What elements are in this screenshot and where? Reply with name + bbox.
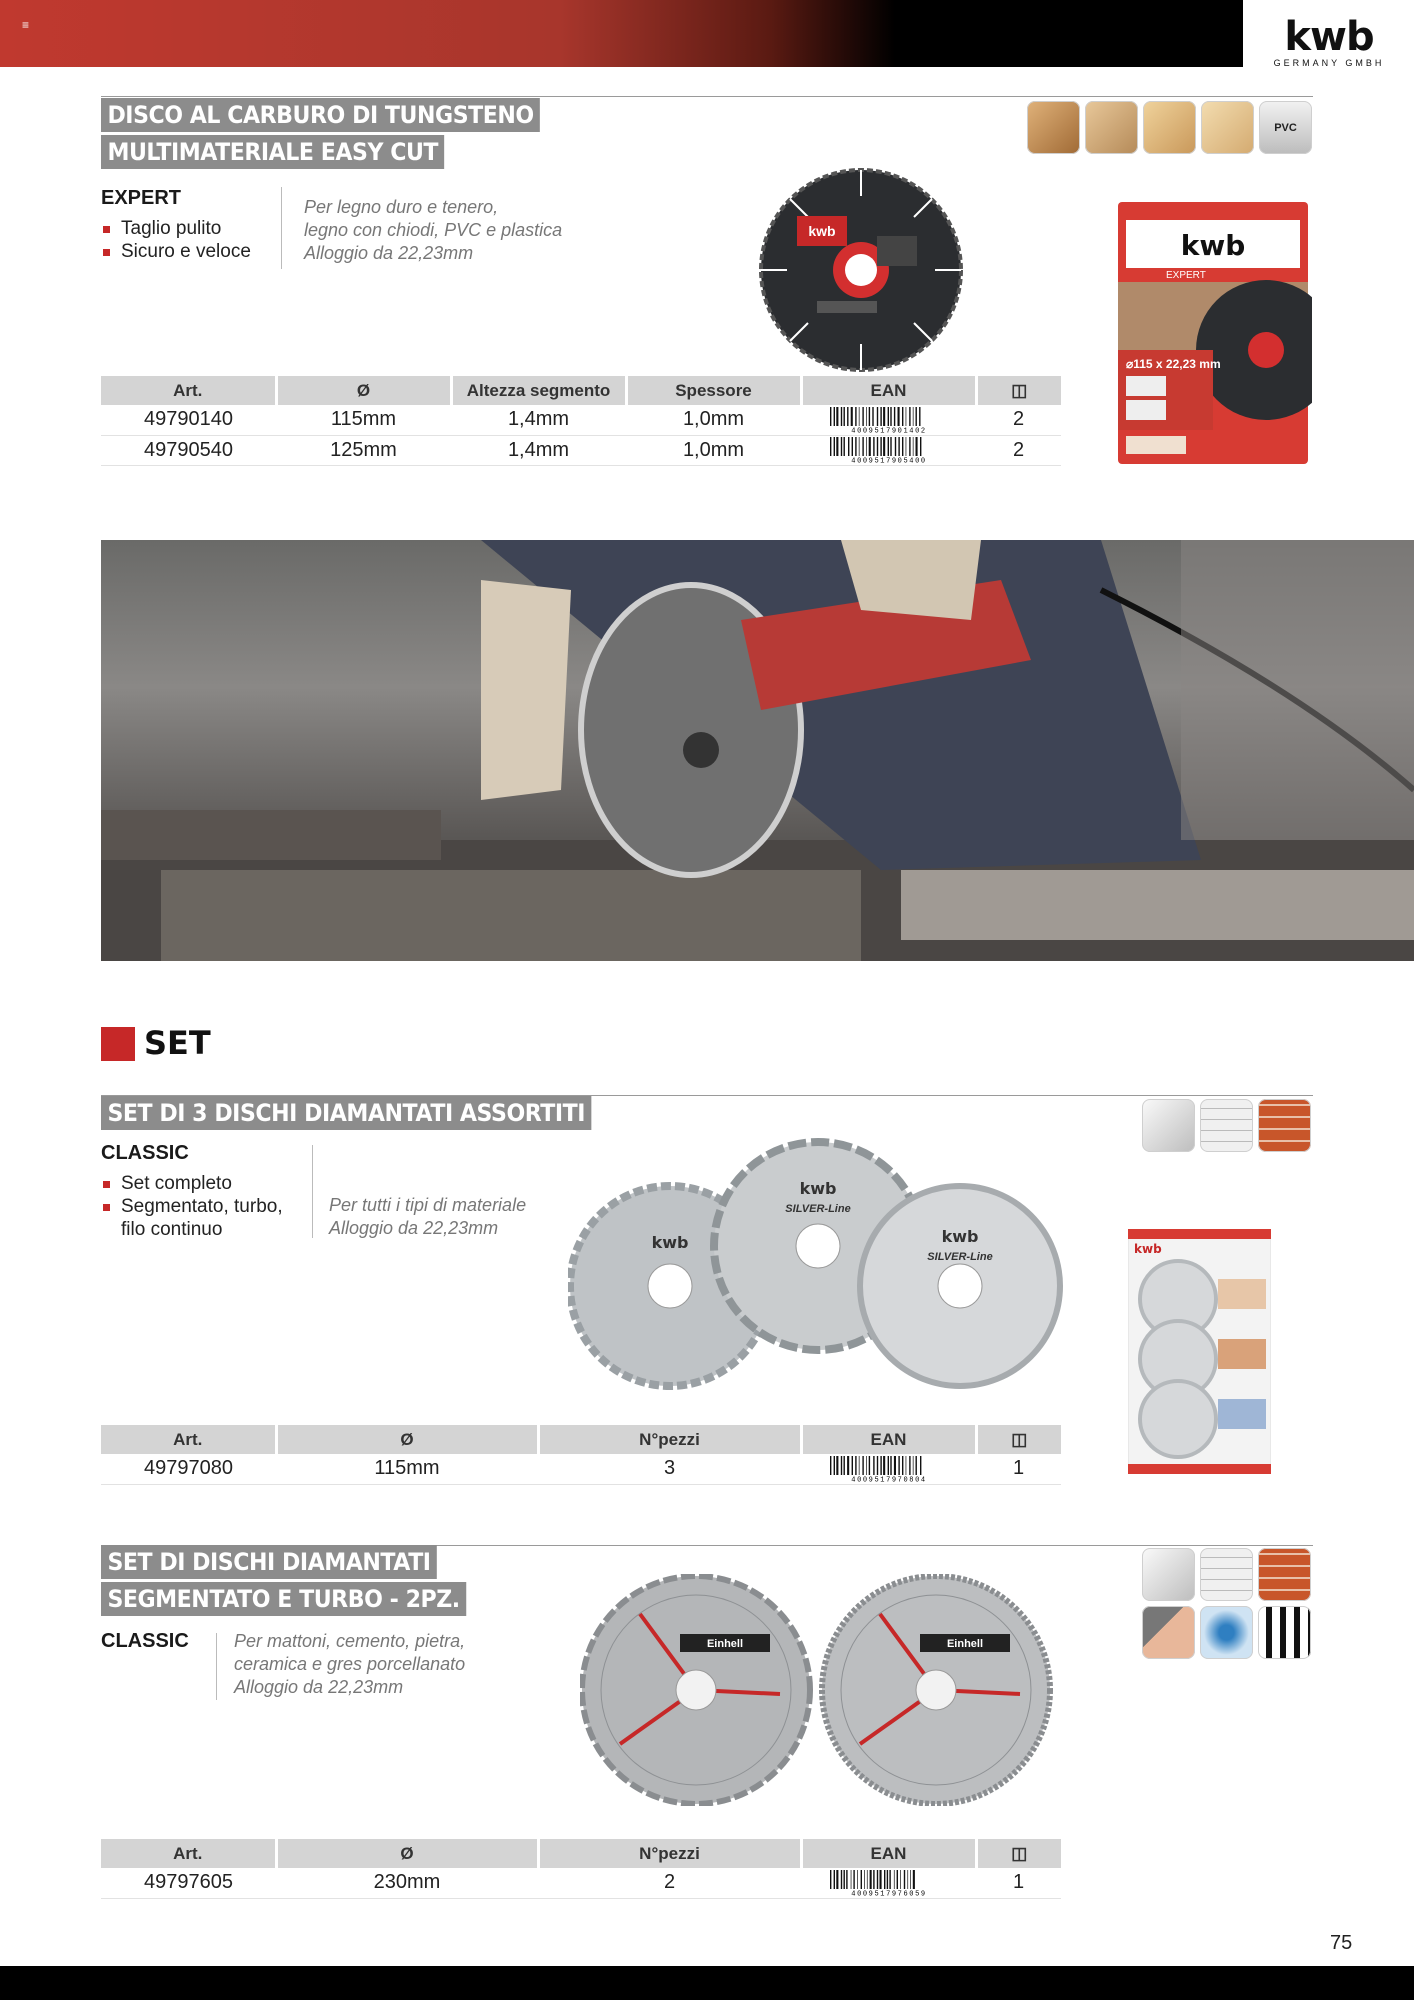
footer-bar: [0, 1966, 1414, 2000]
thickness-cell: 1,0mm: [626, 435, 801, 465]
menu-icon[interactable]: ≡: [22, 18, 30, 32]
ean-cell: [801, 435, 976, 465]
paving-stone-icon: [1142, 1606, 1195, 1659]
angle-grinder-photo: [101, 540, 1414, 961]
pack-brand: kwb: [1180, 229, 1246, 262]
ean-barcode: [828, 1870, 950, 1896]
ean-cell: [801, 1868, 976, 1898]
page-number: 75: [1330, 1932, 1353, 1954]
column-header: EAN: [801, 376, 976, 405]
table-header-row: [101, 1425, 1061, 1454]
nailed-wood-icon: [1085, 101, 1138, 154]
desc-line: Alloggio da 22,23mm: [234, 1677, 404, 1697]
pack-series: EXPERT: [1166, 270, 1206, 281]
product-title: [101, 1096, 634, 1133]
table-row: [101, 1454, 1061, 1484]
pieces-cell: 3: [538, 1454, 801, 1484]
diameter-cell: 115mm: [276, 1454, 538, 1484]
set-packaging-image: [1128, 1229, 1271, 1474]
ean-digits: 4009517905400: [850, 457, 927, 463]
feature-list: [101, 1172, 301, 1241]
spec-table: [101, 1425, 1061, 1485]
pieces-cell: 2: [538, 1868, 801, 1898]
brick-icon: [1258, 1099, 1311, 1152]
product-title: [101, 98, 578, 172]
title-line: MULTIMATERIALE EASY CUT: [101, 135, 444, 169]
feature-item: Segmentato, turbo, filo continuo: [101, 1195, 301, 1241]
spec-table: [101, 1839, 1061, 1899]
column-header: EAN: [801, 1839, 976, 1868]
product-description: [234, 1630, 465, 1699]
art-cell: 49797080: [101, 1454, 276, 1484]
pack-qty-cell: 1: [976, 1868, 1061, 1898]
art-cell: 49790140: [101, 405, 276, 435]
ean-barcode: [828, 437, 950, 463]
column-header: Altezza segmento: [451, 376, 626, 405]
divider: [216, 1633, 217, 1700]
logo-subtitle: GERMANY GMBH: [1273, 58, 1385, 68]
ean-cell: [801, 405, 976, 435]
ean-digits: 4009517976059: [850, 1890, 927, 1896]
diameter-cell: 230mm: [276, 1868, 538, 1898]
material-icons: [1142, 1099, 1311, 1152]
desc-line: Alloggio da 22,23mm: [304, 243, 474, 263]
disc-line: SILVER-Line: [927, 1251, 993, 1263]
pvc-pipe-icon: [1259, 101, 1312, 154]
package-icon: ◫: [976, 1839, 1061, 1868]
product-series: CLASSIC: [101, 1630, 189, 1652]
column-header: N°pezzi: [538, 1839, 801, 1868]
disc-brand: kwb: [799, 1179, 837, 1198]
desc-line: Per tutti i tipi di materiale: [329, 1195, 527, 1215]
pack-qty-cell: 2: [976, 435, 1061, 465]
product-title: [101, 1545, 498, 1619]
ean-digits: 4009517970804: [850, 1476, 927, 1482]
column-header: Ø: [276, 1839, 538, 1868]
column-header: Art.: [101, 1839, 276, 1868]
section-marker: [101, 1027, 135, 1061]
title-line: DISCO AL CARBURO DI TUNGSTENO: [101, 98, 540, 132]
material-icons: [1142, 1548, 1314, 1659]
pack-size: ⌀115 x 22,23 mm: [1126, 357, 1221, 371]
feature-item: Set completo: [101, 1172, 301, 1195]
product-packaging-image: [1116, 200, 1312, 468]
column-header: EAN: [801, 1425, 976, 1454]
product-description: [304, 196, 562, 265]
diameter-cell: 125mm: [276, 435, 451, 465]
desc-line: ceramica e gres porcellanato: [234, 1654, 466, 1674]
segment-cell: 1,4mm: [451, 405, 626, 435]
section-heading: SET: [144, 1024, 211, 1062]
column-header: Spessore: [626, 376, 801, 405]
disc-brand: kwb: [941, 1227, 979, 1246]
table-row: [101, 435, 1061, 465]
feature-item: Taglio pulito: [101, 217, 251, 240]
disc-line: SILVER-Line: [785, 1203, 851, 1215]
kwb-logo: [1270, 14, 1388, 68]
title-line: SET DI DISCHI DIAMANTATI: [101, 1545, 437, 1579]
disc-brand: kwb: [808, 223, 836, 239]
feature-item: Sicuro e veloce: [101, 240, 251, 263]
concrete-block-icon: [1200, 1099, 1253, 1152]
column-header: N°pezzi: [538, 1425, 801, 1454]
segment-cell: 1,4mm: [451, 435, 626, 465]
title-line: SET DI 3 DISCHI DIAMANTATI ASSORTITI: [101, 1096, 591, 1130]
einhell-discs-image: [580, 1574, 1060, 1806]
header-bar: [0, 0, 1243, 67]
column-header: Ø: [276, 1425, 538, 1454]
disc-brand: Einhell: [706, 1638, 744, 1650]
pvc-label: PVC: [1274, 121, 1297, 134]
pack-qty-cell: 2: [976, 405, 1061, 435]
column-header: Art.: [101, 1425, 276, 1454]
concrete-block-icon: [1200, 1548, 1253, 1601]
table-row: [101, 1868, 1061, 1898]
spec-table: [101, 376, 1061, 466]
product-series: CLASSIC: [101, 1142, 189, 1164]
diamond-icon: [1142, 1099, 1195, 1152]
title-line: SEGMENTATO E TURBO - 2PZ.: [101, 1582, 466, 1616]
art-cell: 49790540: [101, 435, 276, 465]
ean-cell: [801, 1454, 976, 1484]
logo-wordmark: kwb: [1284, 14, 1374, 60]
desc-line: Alloggio da 22,23mm: [329, 1218, 499, 1238]
material-icons: [1027, 101, 1312, 154]
pack-qty-cell: 1: [976, 1454, 1061, 1484]
thickness-cell: 1,0mm: [626, 405, 801, 435]
wood-icon: [1027, 101, 1080, 154]
carbide-disc-image: [757, 166, 965, 374]
table-header-row: [101, 376, 1061, 405]
table-row: [101, 405, 1061, 435]
product-series: EXPERT: [101, 187, 182, 209]
product-description: [329, 1194, 526, 1240]
diamond-discs-image: [568, 1138, 1064, 1400]
package-icon: ◫: [976, 376, 1061, 405]
ean-digits: 4009517901402: [850, 427, 927, 433]
desc-line: legno con chiodi, PVC e plastica: [304, 220, 563, 240]
column-header: Ø: [276, 376, 451, 405]
stone-slab-icon: [1258, 1606, 1311, 1659]
table-header-row: [101, 1839, 1061, 1868]
desc-line: Per legno duro e tenero,: [304, 197, 499, 217]
softwood-icon: [1201, 101, 1254, 154]
section-divider: [101, 96, 1313, 97]
ceramic-tile-icon: [1200, 1606, 1253, 1659]
feature-list: [101, 217, 251, 263]
column-header: Art.: [101, 376, 276, 405]
divider: [281, 187, 282, 269]
ean-barcode: [828, 1456, 950, 1482]
divider: [312, 1145, 313, 1238]
package-icon: ◫: [976, 1425, 1061, 1454]
disc-brand: Einhell: [946, 1638, 984, 1650]
pack-brand: kwb: [1134, 1242, 1162, 1256]
art-cell: 49797605: [101, 1868, 276, 1898]
desc-line: Per mattoni, cemento, pietra,: [234, 1631, 466, 1651]
diameter-cell: 115mm: [276, 405, 451, 435]
hardwood-icon: [1143, 101, 1196, 154]
disc-brand: kwb: [651, 1233, 689, 1252]
diamond-icon: [1142, 1548, 1195, 1601]
ean-barcode: [828, 407, 950, 433]
brick-icon: [1258, 1548, 1311, 1601]
